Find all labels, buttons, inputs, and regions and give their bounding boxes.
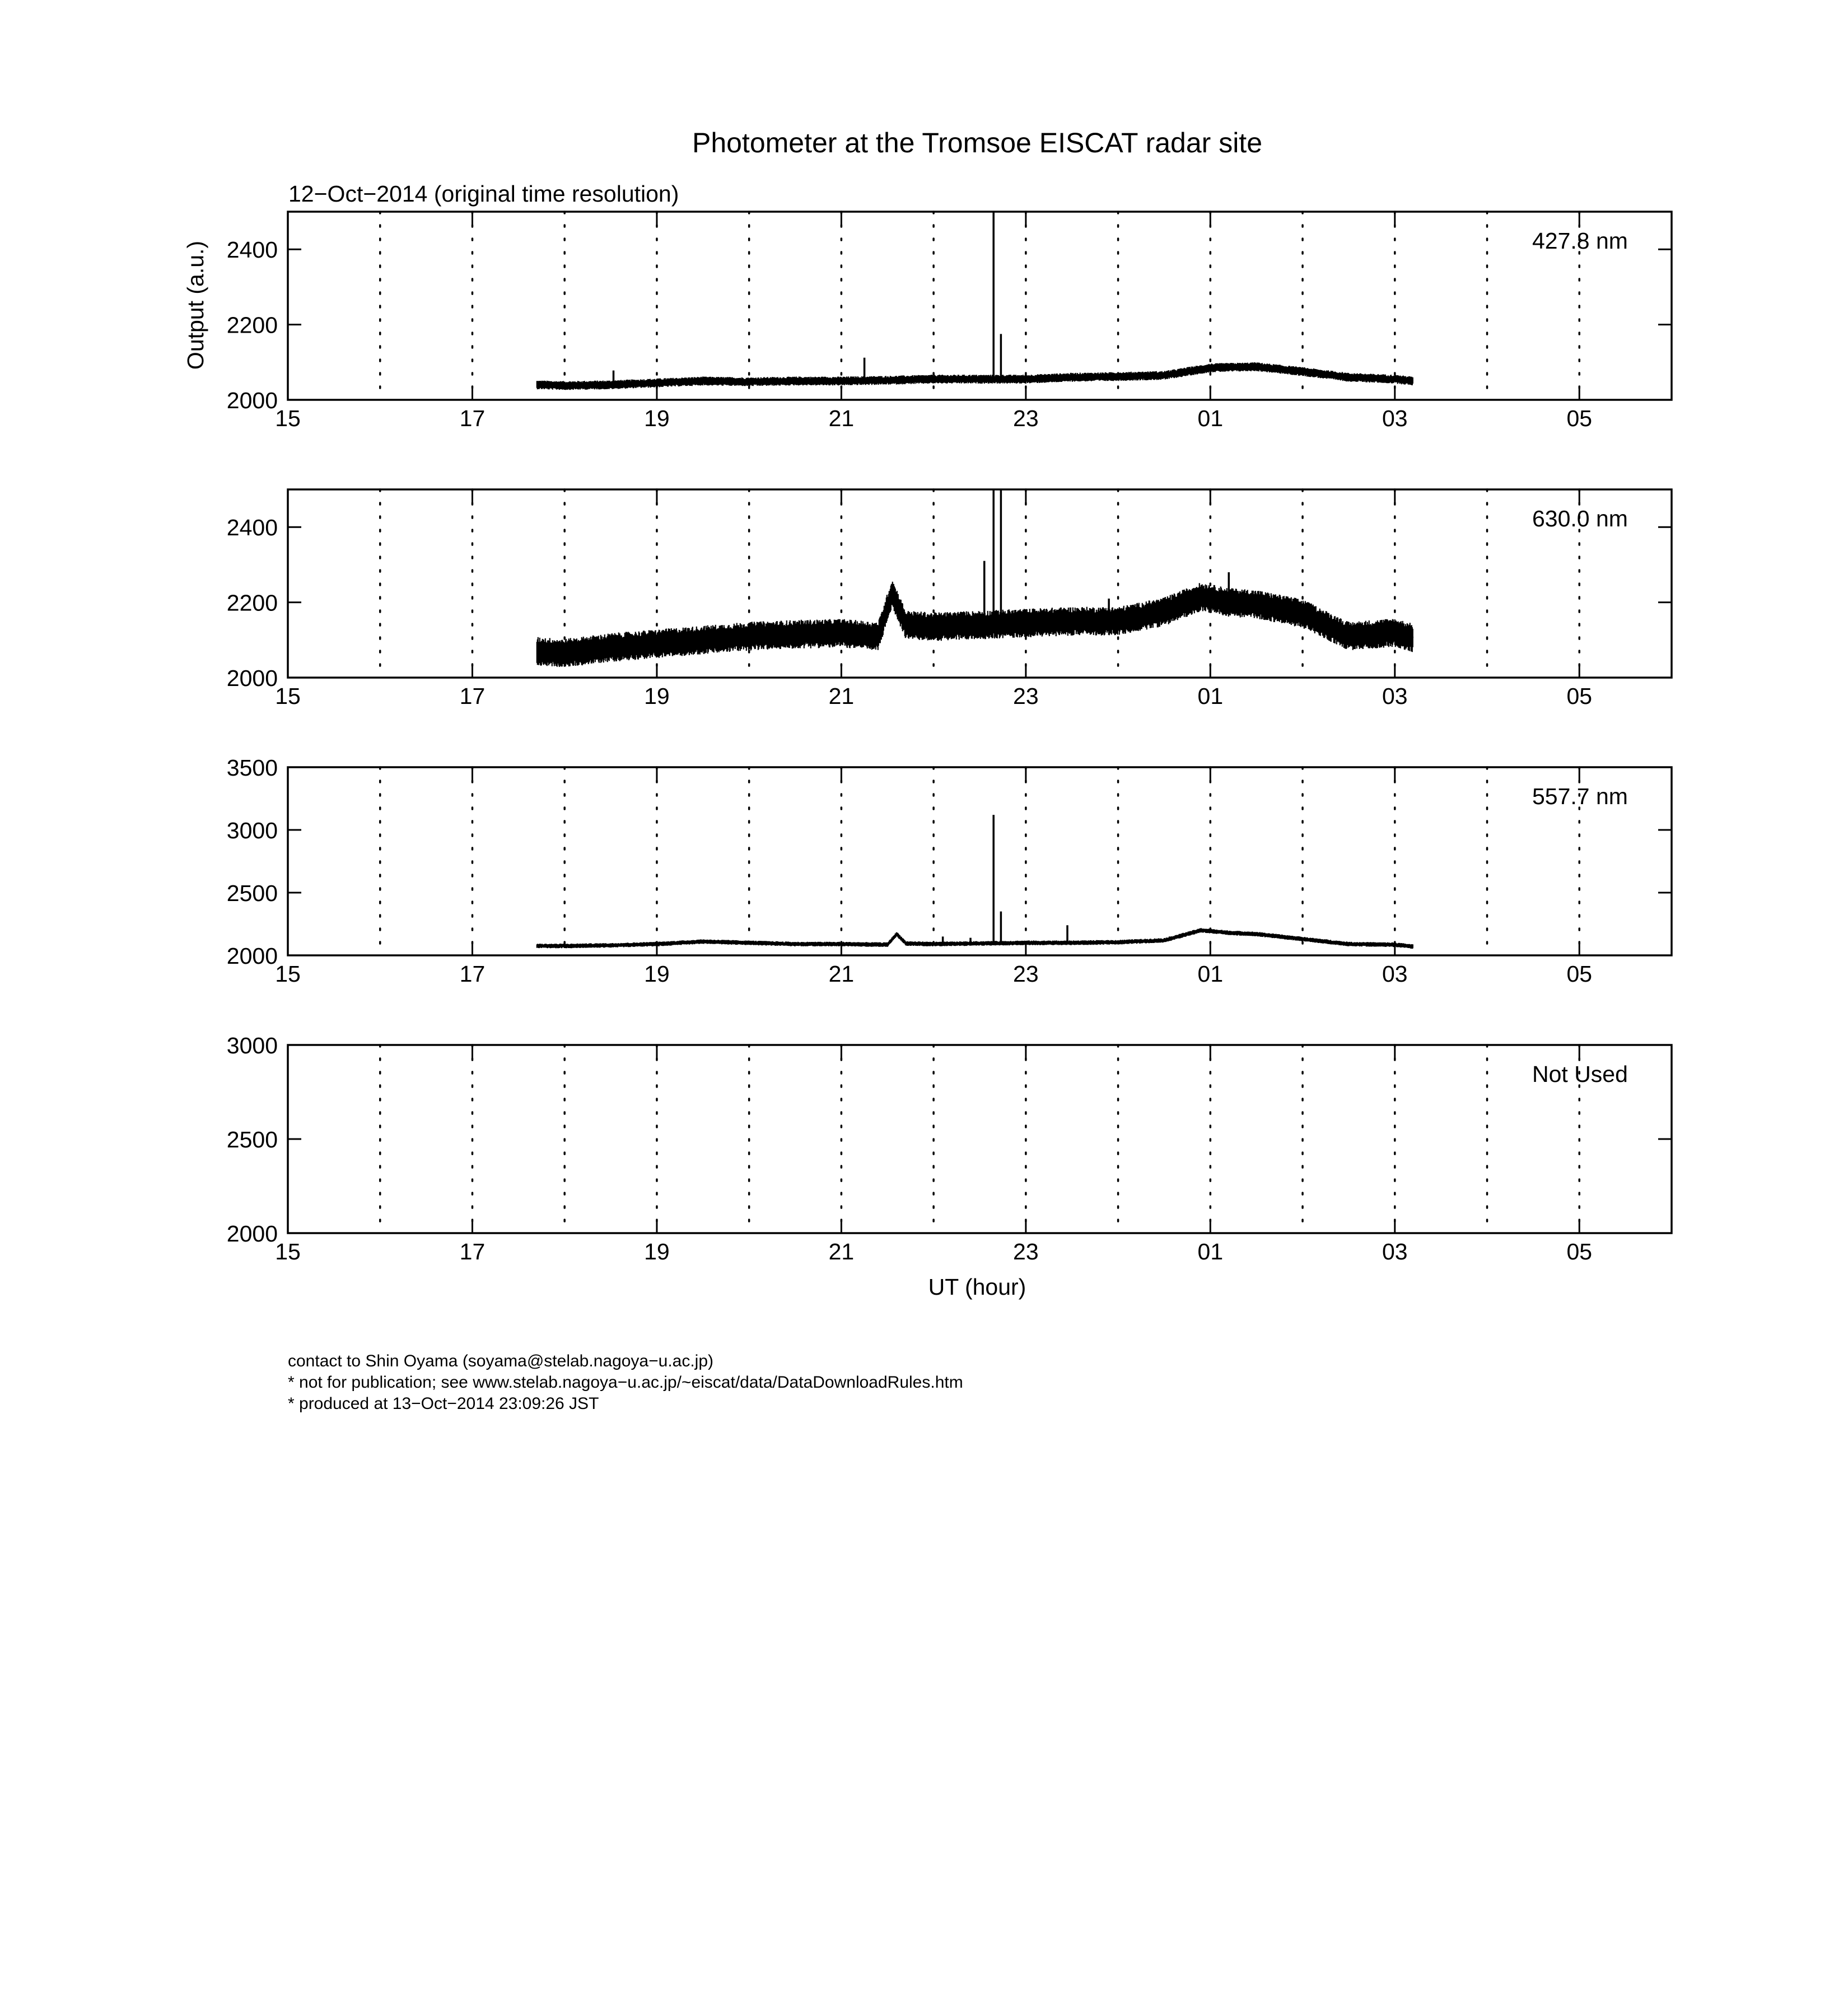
y-tick-label: 2000 — [226, 665, 278, 691]
y-tick-label: 3500 — [226, 755, 278, 781]
x-tick-label: 05 — [1566, 683, 1593, 709]
y-tick-label: 2200 — [226, 312, 278, 338]
x-tick-label: 01 — [1197, 683, 1224, 709]
x-tick-label: 19 — [644, 405, 670, 431]
panel-1 — [227, 212, 1672, 431]
x-tick-label: 21 — [828, 683, 855, 709]
x-axis-label: UT (hour) — [928, 1274, 1026, 1300]
panels-group — [227, 212, 1672, 1264]
footer-contact-line: contact to Shin Oyama (soyama@stelab.nagoya−u.ac.jp) — [288, 1352, 714, 1370]
footer-produced-line: * produced at 13−Oct−2014 23:09:26 JST — [288, 1394, 599, 1413]
wavelength-label: 427.8 nm — [1532, 228, 1628, 254]
footer-notes — [288, 1351, 1744, 1415]
panel-2 — [227, 489, 1672, 709]
signal-band — [537, 362, 1413, 390]
y-tick-label: 2000 — [226, 1221, 278, 1247]
y-tick-label: 2500 — [226, 1127, 278, 1152]
axes-frame — [288, 212, 1672, 400]
x-tick-label: 03 — [1382, 1239, 1408, 1264]
x-tick-label: 03 — [1382, 405, 1408, 431]
x-tick-label: 15 — [275, 961, 301, 987]
figure-subtitle: 12−Oct−2014 (original time resolution) — [288, 181, 679, 207]
panel-3 — [227, 755, 1672, 987]
x-tick-label: 19 — [644, 961, 670, 987]
signal-band — [537, 928, 1413, 949]
x-tick-label: 23 — [1013, 405, 1039, 431]
x-tick-label: 19 — [644, 1239, 670, 1264]
x-tick-label: 15 — [275, 1239, 301, 1264]
x-tick-label: 19 — [644, 683, 670, 709]
y-tick-label: 2500 — [226, 880, 278, 906]
y-tick-label: 2400 — [226, 237, 278, 263]
y-tick-label: 2000 — [226, 388, 278, 413]
x-tick-label: 15 — [275, 683, 301, 709]
axes-frame — [288, 767, 1672, 955]
x-tick-label: 17 — [459, 1239, 486, 1264]
axes-frame — [288, 1045, 1672, 1233]
x-tick-label: 03 — [1382, 683, 1408, 709]
x-tick-label: 03 — [1382, 961, 1408, 987]
x-tick-label: 01 — [1197, 405, 1224, 431]
x-tick-label: 23 — [1013, 683, 1039, 709]
x-tick-label: 17 — [459, 683, 486, 709]
x-tick-label: 05 — [1566, 961, 1593, 987]
wavelength-label: 557.7 nm — [1532, 783, 1628, 809]
x-tick-label: 05 — [1566, 1239, 1593, 1264]
y-tick-label: 3000 — [226, 1033, 278, 1058]
y-axis-label: Output (a.u.) — [183, 240, 208, 370]
panel-4 — [227, 1033, 1672, 1264]
x-tick-label: 01 — [1197, 1239, 1224, 1264]
x-tick-label: 21 — [828, 1239, 855, 1264]
x-tick-label: 23 — [1013, 1239, 1039, 1264]
x-tick-label: 15 — [275, 405, 301, 431]
y-tick-label: 3000 — [226, 818, 278, 843]
wavelength-label: 630.0 nm — [1532, 506, 1628, 531]
x-tick-label: 21 — [828, 405, 855, 431]
axes-frame — [288, 489, 1672, 678]
x-tick-label: 01 — [1197, 961, 1224, 987]
y-tick-label: 2200 — [226, 590, 278, 616]
figure-title: Photometer at the Tromsoe EISCAT radar site — [692, 127, 1263, 158]
x-tick-label: 05 — [1566, 405, 1593, 431]
y-tick-label: 2400 — [226, 515, 278, 541]
y-tick-label: 2000 — [226, 943, 278, 969]
x-tick-label: 17 — [459, 405, 486, 431]
footer-publication-line: * not for publication; see www.stelab.nagoya−u.ac.jp/~eiscat/data/DataDownloadRules.htm — [288, 1373, 963, 1392]
x-tick-label: 17 — [459, 961, 486, 987]
wavelength-label: Not Used — [1532, 1061, 1628, 1087]
x-tick-label: 23 — [1013, 961, 1039, 987]
x-tick-label: 21 — [828, 961, 855, 987]
